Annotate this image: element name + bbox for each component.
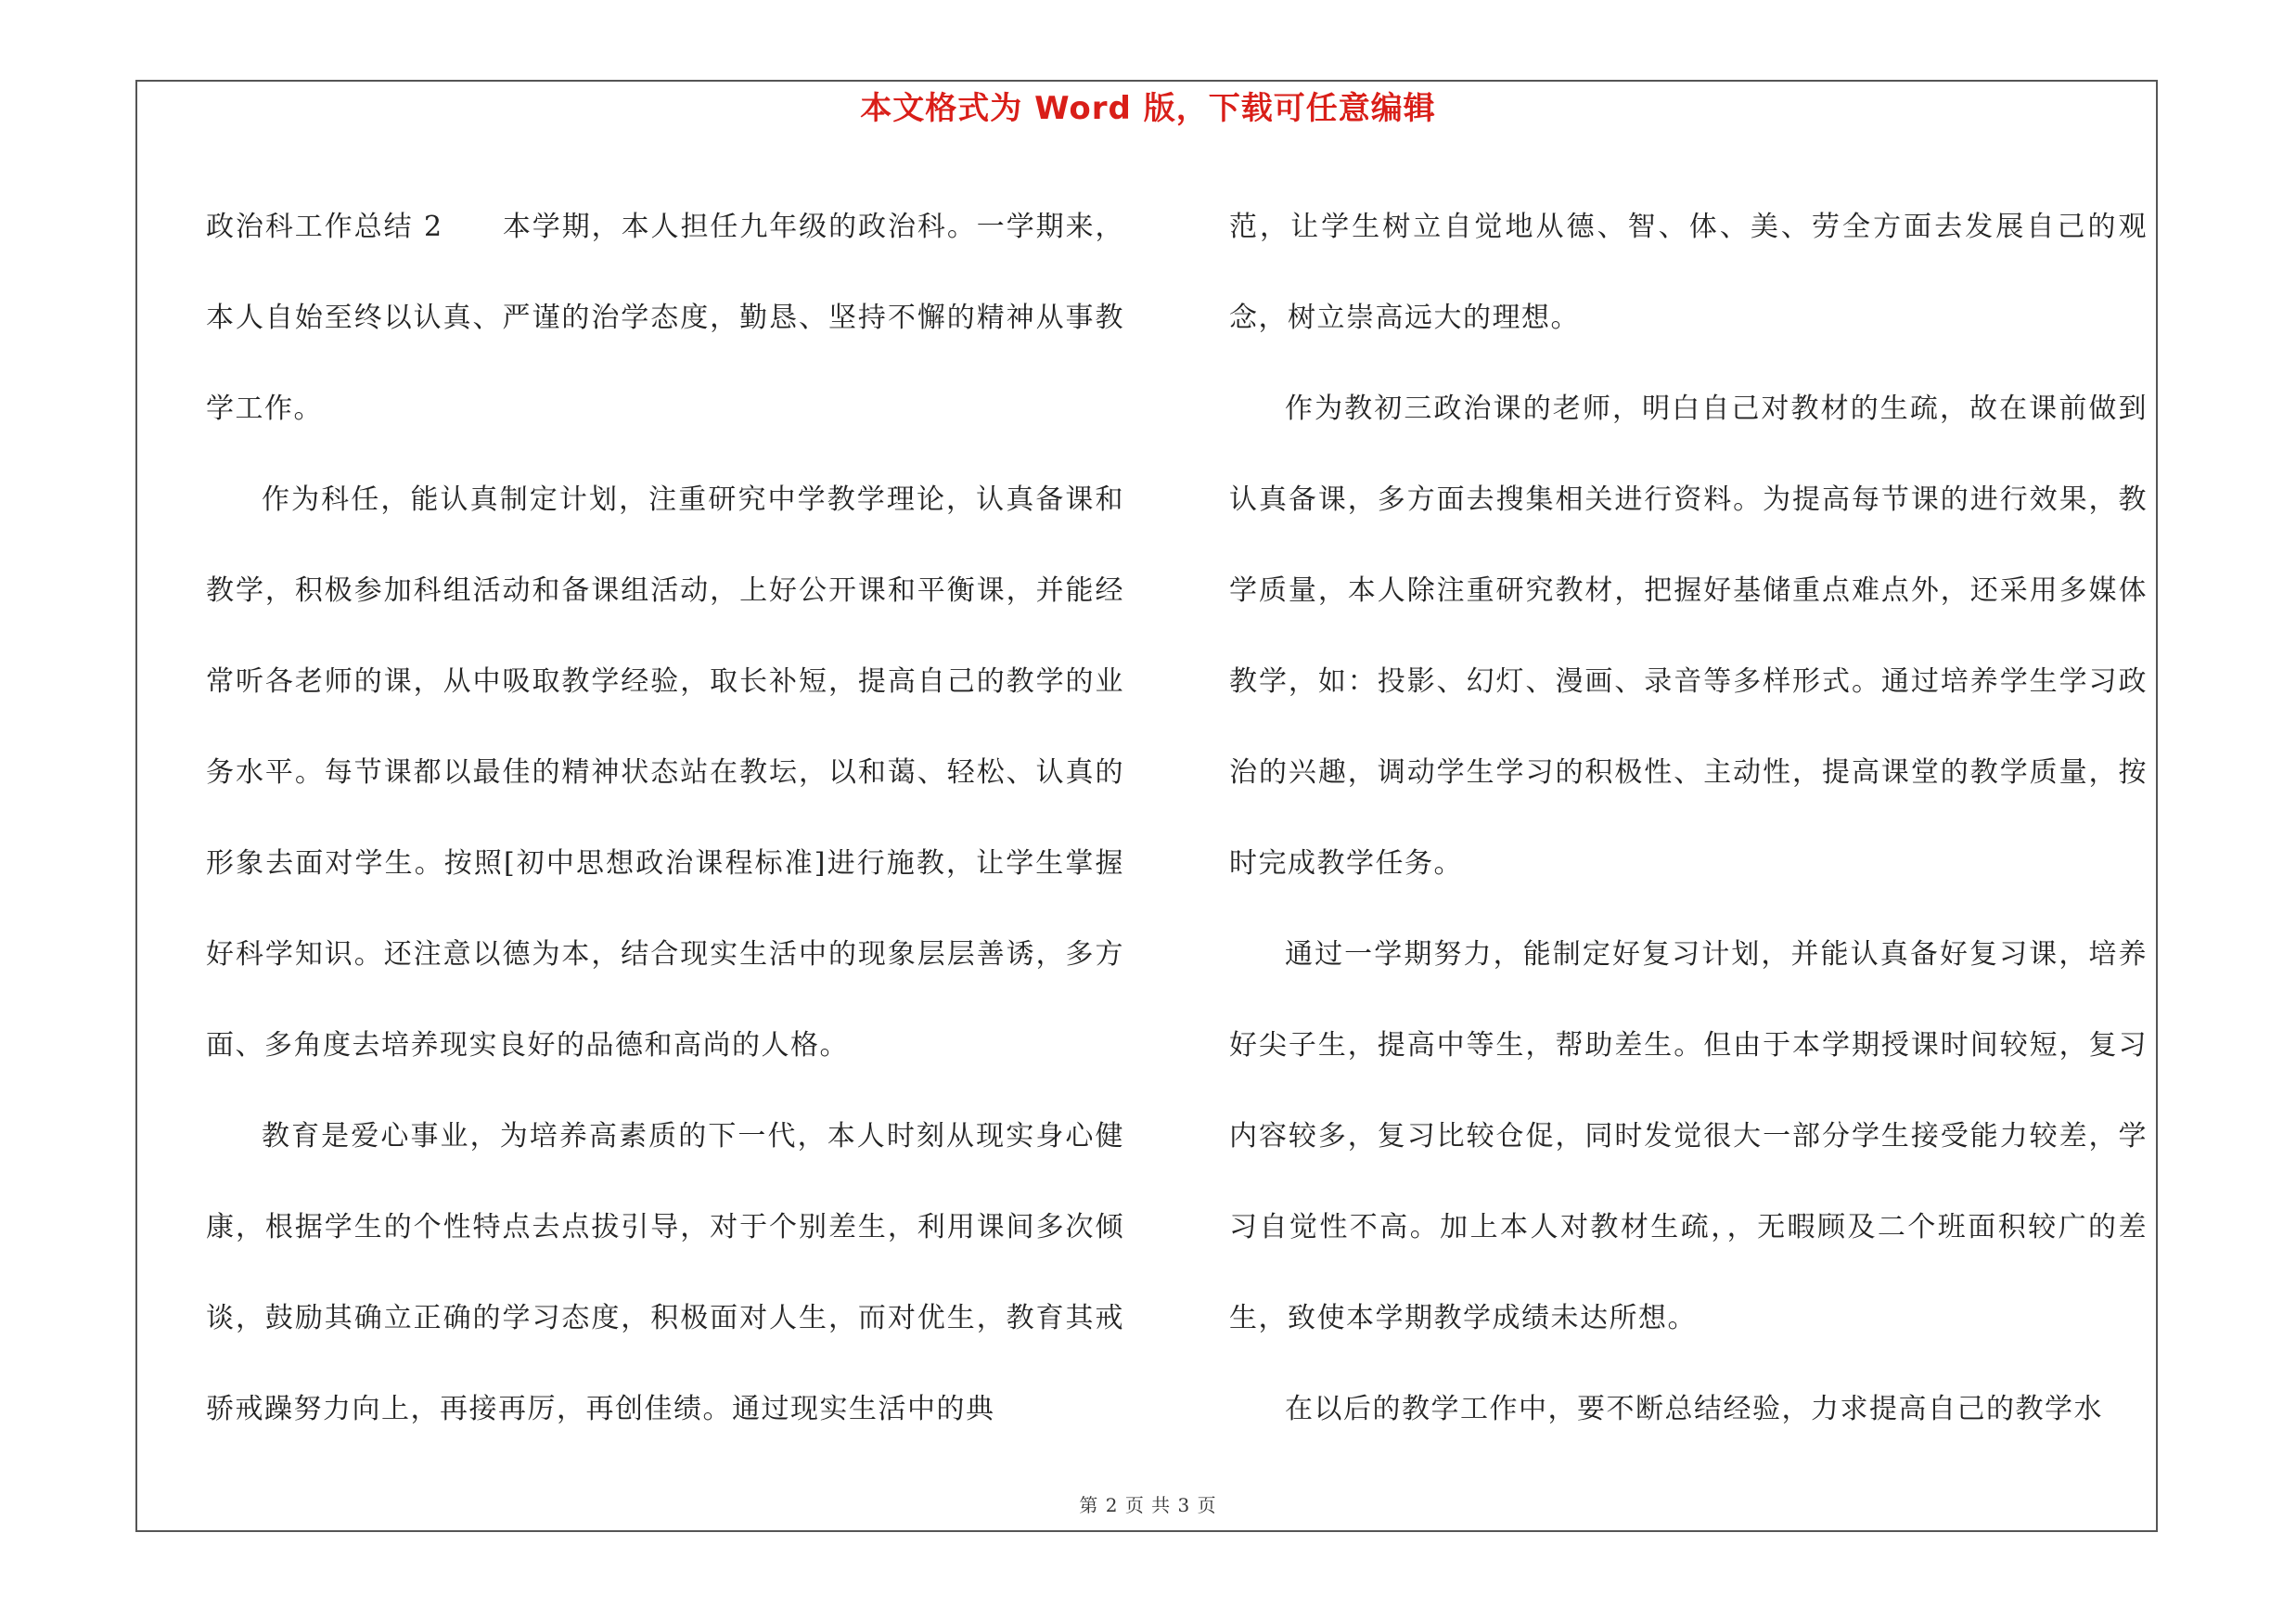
paragraph-continued: 范，让学生树立自觉地从德、智、体、美、劳全方面去发展自己的观念，树立崇高远大的理想。: [1229, 211, 2148, 334]
paragraph-caring-education: 教育是爱心事业，为培养高素质的下一代，本人时刻从现实身心健康，根据学生的个性特点去点拔引导，对于个别差生，利用课间多次倾谈，鼓励其确立正确的学习态度，积极面对人生，而对优生，教育其戒骄戒躁努力向上，再接再厉，再创佳绩。通过现实生活中的典: [206, 1120, 1124, 1425]
left-column: [206, 182, 1124, 1455]
right-column: [1229, 182, 2148, 1455]
header-banner: 本文格式为 Word 版，下载可任意编辑: [860, 90, 1436, 127]
paragraph-teaching-plan: 作为科任，能认真制定计划，注重研究中学教学理论，认真备课和教学，积极参加科组活动和备课组活动，上好公开课和平衡课，并能经常听各老师的课，从中吸取教学经验，取长补短，提高自己的教学的业务水平。每节课都以最佳的精神状态站在教坛，以和蔼、轻松、认真的形象去面对学生。按照[初中思想政治课程标准]进行施教，让学生掌握好科学知识。还注意以德为本，结合现实生活中的现象层层善诱，多方面、多角度去培养现实良好的品德和高尚的人格。: [206, 483, 1124, 1062]
paragraph-opening: 政治科工作总结 2 本学期，本人担任九年级的政治科。一学期来，本人自始至终以认真、严谨的治学态度，勤恳、坚持不懈的精神从事教学工作。: [206, 211, 1124, 425]
page-number: 第 2 页 共 3 页: [1079, 1494, 1217, 1516]
paragraph-lesson-prep: 作为教初三政治课的老师，明白自己对教材的生疏，故在课前做到认真备课，多方面去搜集相关进行资料。为提高每节课的进行效果，教学质量，本人除注重研究教材，把握好基储重点难点外，还采用多媒体教学，如：投影、幻灯、漫画、录音等多样形式。通过培养学生学习政治的兴趣，调动学生学习的积极性、主动性，提高课堂的教学质量，按时完成教学任务。: [1229, 393, 2148, 880]
paragraph-review: 通过一学期努力，能制定好复习计划，并能认真备好复习课，培养好尖子生，提高中等生，帮助差生。但由于本学期授课时间较短，复习内容较多，复习比较仓促，同时发觉很大一部分学生接受能力较差，学习自觉性不高。加上本人对教材生疏，，无暇顾及二个班面积较广的差生，致使本学期教学成绩未达所想。: [1229, 938, 2148, 1334]
paragraph-future: 在以后的教学工作中，要不断总结经验，力求提高自己的教学水: [1285, 1393, 2103, 1425]
